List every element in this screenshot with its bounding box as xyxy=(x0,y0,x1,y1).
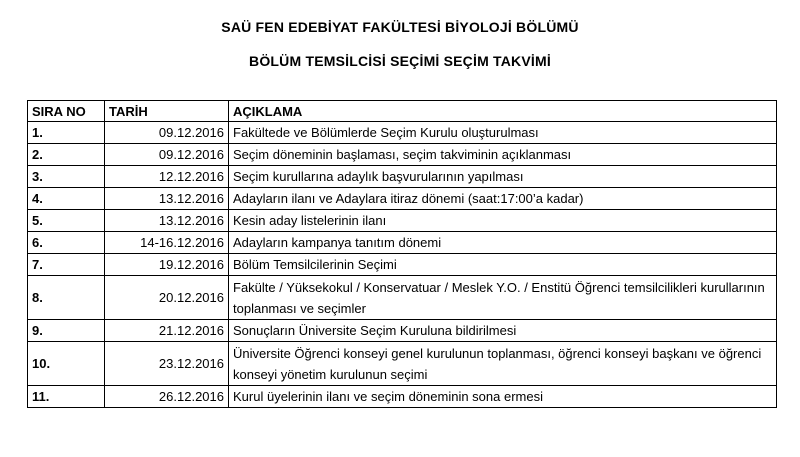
row-number-cell: 9. xyxy=(28,320,105,342)
row-number-cell: 5. xyxy=(28,210,105,232)
row-number-cell: 6. xyxy=(28,232,105,254)
row-date-cell: 21.12.2016 xyxy=(105,320,229,342)
row-number-cell: 3. xyxy=(28,166,105,188)
row-date-cell: 20.12.2016 xyxy=(105,276,229,320)
row-number-cell: 1. xyxy=(28,122,105,144)
column-header-tarih: TARİH xyxy=(105,101,229,122)
row-description-cell: Üniversite Öğrenci konseyi genel kurulunun toplanması, öğrenci konseyi başkanı ve öğrenci konseyi yönetim kurulunun seçimi xyxy=(229,342,777,386)
row-date-cell: 13.12.2016 xyxy=(105,210,229,232)
election-calendar-table xyxy=(27,100,777,408)
table-row xyxy=(28,122,777,144)
table-row xyxy=(28,166,777,188)
row-description-cell: Seçim döneminin başlaması, seçim takviminin açıklanması xyxy=(229,144,777,166)
table-row xyxy=(28,232,777,254)
table-row xyxy=(28,188,777,210)
page-title: SAÜ FEN EDEBİYAT FAKÜLTESİ BİYOLOJİ BÖLÜMÜ xyxy=(221,19,579,35)
column-header-aciklama: AÇIKLAMA xyxy=(229,101,777,122)
row-date-cell: 13.12.2016 xyxy=(105,188,229,210)
table-row xyxy=(28,342,777,386)
table-row xyxy=(28,276,777,320)
table-row xyxy=(28,386,777,408)
row-description-cell: Fakültede ve Bölümlerde Seçim Kurulu oluşturulması xyxy=(229,122,777,144)
row-date-cell: 09.12.2016 xyxy=(105,122,229,144)
row-description-cell: Sonuçların Üniversite Seçim Kuruluna bildirilmesi xyxy=(229,320,777,342)
row-date-cell: 09.12.2016 xyxy=(105,144,229,166)
row-description-cell: Bölüm Temsilcilerinin Seçimi xyxy=(229,254,777,276)
table-row xyxy=(28,144,777,166)
row-description-cell: Adayların ilanı ve Adaylara itiraz dönemi (saat:17:00’a kadar) xyxy=(229,188,777,210)
row-description-cell: Fakülte / Yüksekokul / Konservatuar / Meslek Y.O. / Enstitü Öğrenci temsilcilikleri kurullarının toplanması ve seçimler xyxy=(229,276,777,320)
row-date-cell: 26.12.2016 xyxy=(105,386,229,408)
row-description-cell: Kesin aday listelerinin ilanı xyxy=(229,210,777,232)
row-description-cell: Adayların kampanya tanıtım dönemi xyxy=(229,232,777,254)
table-header-row xyxy=(28,101,777,122)
table-row xyxy=(28,320,777,342)
row-number-cell: 11. xyxy=(28,386,105,408)
row-number-cell: 2. xyxy=(28,144,105,166)
row-number-cell: 7. xyxy=(28,254,105,276)
row-number-cell: 4. xyxy=(28,188,105,210)
row-description-cell: Seçim kurullarına adaylık başvurularının yapılması xyxy=(229,166,777,188)
row-date-cell: 12.12.2016 xyxy=(105,166,229,188)
row-date-cell: 19.12.2016 xyxy=(105,254,229,276)
row-date-cell: 23.12.2016 xyxy=(105,342,229,386)
page-subtitle: BÖLÜM TEMSİLCİSİ SEÇİMİ SEÇİM TAKVİMİ xyxy=(249,53,551,69)
row-description-cell: Kurul üyelerinin ilanı ve seçim döneminin sona ermesi xyxy=(229,386,777,408)
row-number-cell: 10. xyxy=(28,342,105,386)
row-number-cell: 8. xyxy=(28,276,105,320)
table-row xyxy=(28,210,777,232)
column-header-sira-no: SIRA NO xyxy=(28,101,105,122)
row-date-cell: 14-16.12.2016 xyxy=(105,232,229,254)
table-row xyxy=(28,254,777,276)
